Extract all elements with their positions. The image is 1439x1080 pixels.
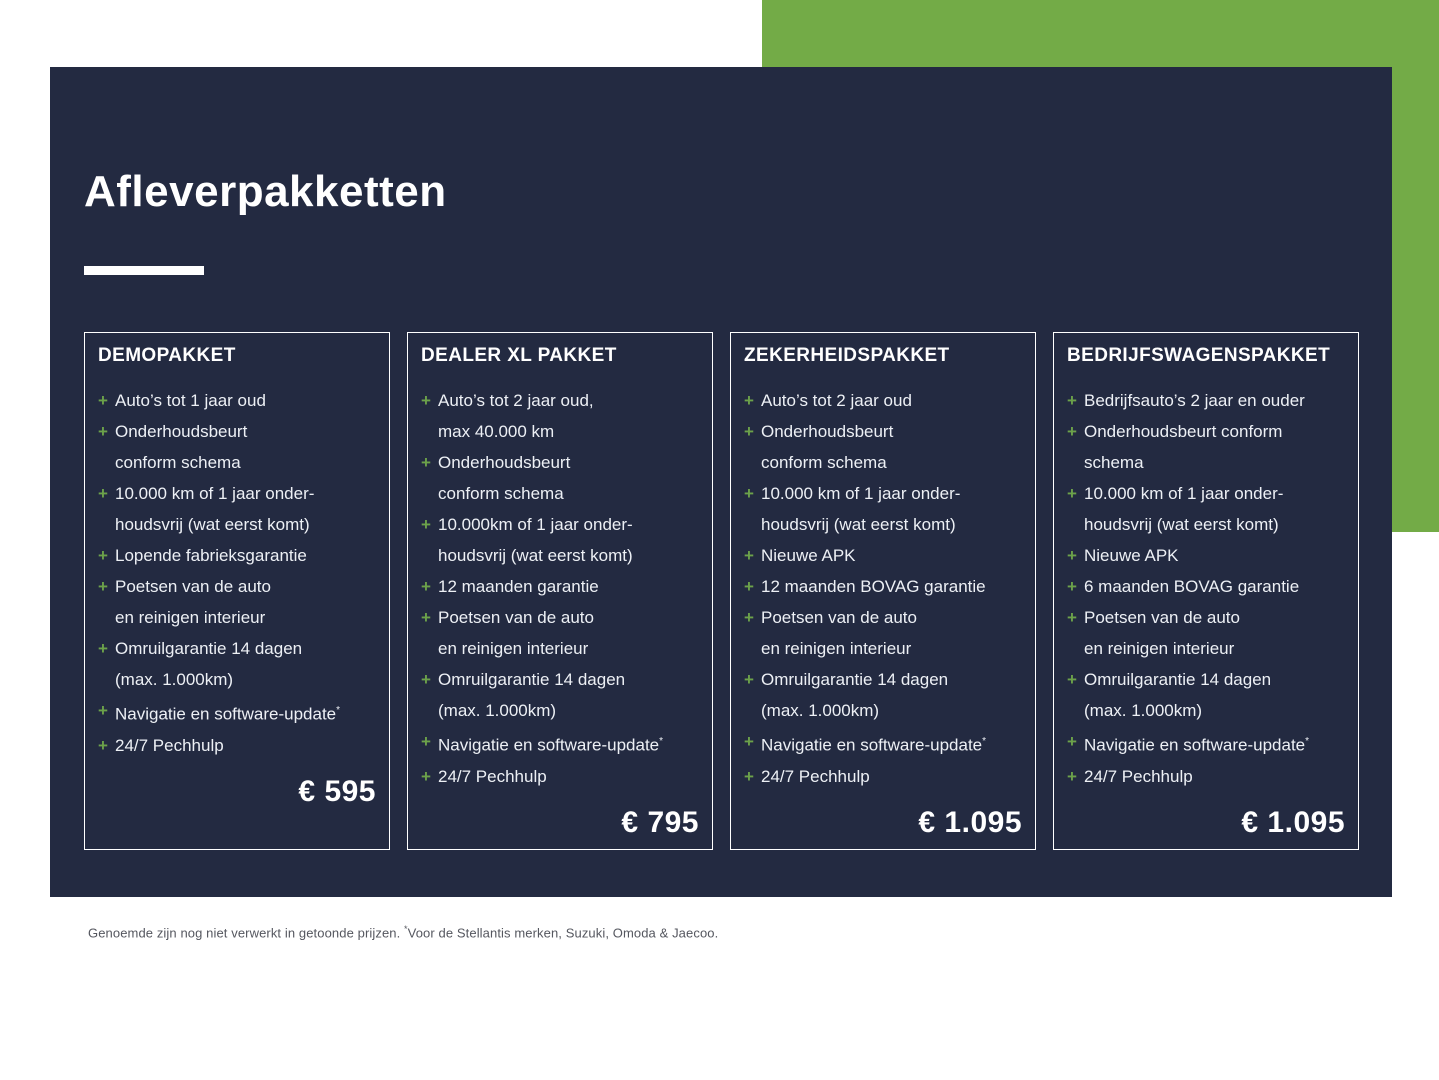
feature-text: Poetsen van de auto en reinigen interieur [761,608,917,658]
asterisk-note: * [1305,736,1310,747]
plus-icon: + [1067,577,1077,596]
feature-text: 24/7 Pechhulp [115,735,224,755]
feature-text: 10.000 km of 1 jaar onder- houdsvrij (wat eerst komt) [761,484,961,534]
plus-icon: + [421,732,431,751]
feature-text: Poetsen van de auto en reinigen interieur [438,608,594,658]
feature-item [1067,478,1345,540]
feature-text: Nieuwe APK [761,546,856,565]
feature-text: Auto’s tot 2 jaar oud [761,391,912,410]
feature-item [1067,416,1345,478]
feature-text: Onderhoudsbeurt conform schema [115,422,248,472]
feature-item [421,761,699,792]
feature-text: Nieuwe APK [1084,546,1179,565]
plus-icon: + [98,701,108,720]
footnote-text: Genoemde zijn nog niet verwerkt in getoonde prijzen. [88,925,405,941]
plus-icon: + [1067,546,1077,565]
feature-item [1067,540,1345,571]
plus-icon: + [744,391,754,410]
plus-icon: + [1067,670,1077,689]
package-price: € 1.095 [918,805,1022,839]
feature-item [98,540,376,571]
feature-text: Omruilgarantie 14 dagen (max. 1.000km) [761,670,949,720]
feature-text: Navigatie en software-update* [115,704,341,724]
feature-list [1067,385,1345,792]
package-cards [84,332,1359,850]
package-price: € 795 [621,805,699,839]
package-card [407,332,713,850]
feature-list [98,385,376,761]
plus-icon: + [744,577,754,596]
package-card [84,332,390,850]
feature-item [744,761,1022,792]
package-title: ZEKERHEIDSPAKKET [744,345,950,366]
feature-text: Bedrijfsauto’s 2 jaar en ouder [1084,391,1305,410]
feature-text: 10.000 km of 1 jaar onder- houdsvrij (wat eerst komt) [1084,484,1284,534]
plus-icon: + [421,577,431,596]
feature-item [98,633,376,695]
feature-item [1067,571,1345,602]
plus-icon: + [744,608,754,627]
plus-icon: + [98,577,108,596]
plus-icon: + [1067,391,1077,410]
feature-text: Navigatie en software-update* [438,735,664,755]
main-panel [50,67,1392,897]
feature-text: Omruilgarantie 14 dagen (max. 1.000km) [1084,670,1272,720]
feature-item [98,571,376,633]
feature-item [421,726,699,761]
plus-icon: + [1067,422,1077,441]
feature-item [421,664,699,726]
feature-text: 12 maanden BOVAG garantie [761,577,986,596]
footnote-text-2: Voor de Stellantis merken, Suzuki, Omoda & Jaecoo. [407,925,719,941]
asterisk-note: * [659,736,664,747]
plus-icon: + [421,515,431,534]
page-title: Afleverpakketten [84,167,447,216]
plus-icon: + [421,670,431,689]
package-price: € 595 [298,774,376,808]
feature-item [421,571,699,602]
feature-item [744,664,1022,726]
feature-text: 24/7 Pechhulp [761,766,870,786]
plus-icon: + [98,546,108,565]
feature-item [98,385,376,416]
feature-text: Poetsen van de auto en reinigen interieur [115,577,271,627]
feature-text: Poetsen van de auto en reinigen interieur [1084,608,1240,658]
feature-text: Auto’s tot 1 jaar oud [115,391,266,410]
feature-item [98,478,376,540]
plus-icon: + [421,453,431,472]
feature-item [744,416,1022,478]
feature-item [744,478,1022,540]
plus-icon: + [744,732,754,751]
feature-item [421,602,699,664]
feature-list [421,385,699,792]
feature-text: 6 maanden BOVAG garantie [1084,577,1300,596]
plus-icon: + [1067,766,1077,786]
feature-text: Onderhoudsbeurt conform schema [1084,422,1283,472]
plus-icon: + [98,422,108,441]
asterisk-note: * [336,705,341,716]
feature-text: Navigatie en software-update* [1084,735,1310,755]
feature-item [421,385,699,447]
plus-icon: + [421,766,431,786]
feature-item [744,726,1022,761]
feature-item [98,416,376,478]
feature-text: Lopende fabrieksgarantie [115,546,307,565]
plus-icon: + [1067,732,1077,751]
footnote [88,924,718,940]
plus-icon: + [98,484,108,503]
plus-icon: + [1067,484,1077,503]
plus-icon: + [98,391,108,410]
feature-item [744,602,1022,664]
feature-text: Omruilgarantie 14 dagen (max. 1.000km) [115,639,303,689]
package-title: DEMOPAKKET [98,345,236,366]
feature-item [421,447,699,509]
feature-item [98,695,376,730]
feature-item [1067,761,1345,792]
plus-icon: + [744,422,754,441]
feature-item [1067,385,1345,416]
plus-icon: + [421,608,431,627]
feature-item [744,571,1022,602]
package-card [1053,332,1359,850]
feature-item [1067,602,1345,664]
feature-text: Onderhoudsbeurt conform schema [761,422,894,472]
feature-text: 24/7 Pechhulp [438,766,547,786]
plus-icon: + [744,670,754,689]
feature-list [744,385,1022,792]
feature-text: 12 maanden garantie [438,577,599,596]
feature-item [744,385,1022,416]
feature-text: 10.000 km of 1 jaar onder- houdsvrij (wat eerst komt) [115,484,315,534]
plus-icon: + [421,391,431,410]
asterisk-note: * [982,736,987,747]
plus-icon: + [744,546,754,565]
feature-item [1067,664,1345,726]
plus-icon: + [1067,608,1077,627]
feature-item [98,730,376,761]
title-underline [84,266,204,275]
package-card [730,332,1036,850]
feature-item [744,540,1022,571]
feature-text: 24/7 Pechhulp [1084,766,1193,786]
feature-text: Navigatie en software-update* [761,735,987,755]
feature-text: Onderhoudsbeurt conform schema [438,453,571,503]
plus-icon: + [744,766,754,786]
plus-icon: + [98,639,108,658]
feature-text: Auto’s tot 2 jaar oud, max 40.000 km [438,391,594,441]
feature-item [421,509,699,571]
footnote-asterisk: * [404,924,408,934]
package-price: € 1.095 [1241,805,1345,839]
feature-item [1067,726,1345,761]
plus-icon: + [98,735,108,755]
feature-text: 10.000km of 1 jaar onder- houdsvrij (wat eerst komt) [438,515,633,565]
plus-icon: + [744,484,754,503]
feature-text: Omruilgarantie 14 dagen (max. 1.000km) [438,670,626,720]
package-title: BEDRIJFSWAGENSPAKKET [1067,345,1331,366]
package-title: DEALER XL PAKKET [421,345,617,366]
